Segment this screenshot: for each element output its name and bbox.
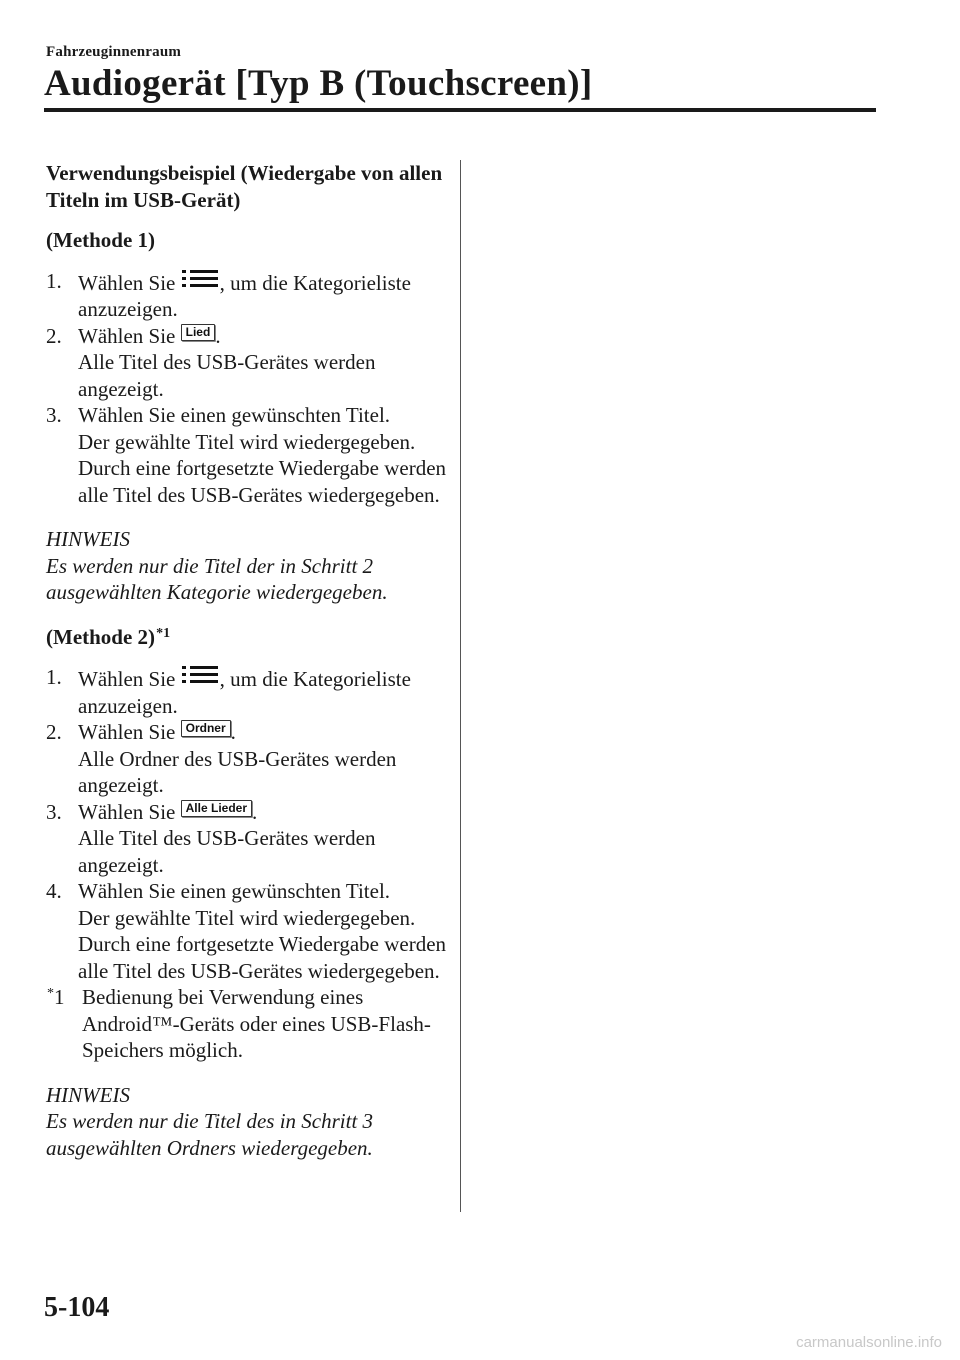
note-text: Es werden nur die Titel der in Schritt 2 ausgewählten Kategorie wiedergegeben. (46, 553, 388, 604)
step-number: 2. (46, 323, 62, 348)
page-title: Audiogerät [Typ B (Touchscreen)] (44, 63, 593, 104)
step-number: 1. (46, 665, 62, 689)
method1-step-1 (46, 268, 450, 323)
footnote-text: Bedienung bei Verwendung eines Android™-Geräts oder eines USB-Flash-Speichers möglich. (82, 985, 431, 1062)
page-number: 5-104 (44, 1292, 110, 1323)
footnote-marker (46, 984, 82, 1064)
footnote (46, 984, 450, 1064)
step-text: Wählen Sie (78, 667, 181, 691)
usage-example-heading: Verwendungsbeispiel (Wiedergabe von allen Titeln im USB-Gerät) (46, 161, 443, 212)
footnote-number: 1 (54, 985, 65, 1009)
method2-title (46, 624, 450, 651)
step-number: 3. (46, 799, 62, 824)
method1-title: (Methode 1) (46, 228, 156, 252)
list-icon[interactable] (182, 268, 218, 288)
step-number: 1. (46, 268, 62, 293)
step-text: , um die Kategorieliste anzuzeigen. (78, 667, 411, 718)
list-icon[interactable] (182, 664, 218, 684)
step-text: Wählen Sie einen gewünschten Titel. (78, 879, 391, 903)
method2-step-2 (46, 719, 450, 799)
step-text: Wählen Sie (78, 799, 181, 824)
alle-lieder-button[interactable]: Alle Lieder (181, 800, 252, 817)
step-text: . (230, 720, 236, 744)
step-text: Wählen Sie (78, 323, 181, 348)
note-title: HINWEIS (46, 1082, 130, 1107)
note-text: Es werden nur die Titel des in Schritt 3 ausgewählten Ordners wiedergegeben. (46, 1109, 374, 1160)
lied-button[interactable]: Lied (181, 324, 216, 341)
step-text: Wählen Sie einen gewünschten Titel. (78, 403, 391, 427)
step-detail: Alle Ordner des USB-Gerätes werden angezeigt. (78, 746, 397, 797)
step-detail: Alle Titel des USB-Gerätes werden angezeigt. (78, 826, 376, 877)
method2-step-3 (46, 799, 450, 879)
title-rule (44, 108, 876, 112)
footnote-ref: *1 (156, 625, 171, 641)
step-text: . (252, 799, 258, 824)
method1-step-3 (46, 402, 450, 508)
note-title: HINWEIS (46, 527, 130, 551)
method2-title-text: (Methode 2) (46, 624, 156, 649)
footnote-asterisk: * (47, 986, 54, 1001)
step-number: 4. (46, 879, 62, 903)
section-label: Fahrzeuginnenraum (46, 44, 182, 60)
step-number: 2. (46, 720, 62, 744)
step-detail: Der gewählte Titel wird wiedergegeben. Durch eine fortgesetzte Wiedergabe werden alle Titel des USB-Gerätes wiedergegeben. (78, 429, 447, 507)
method2-step-4 (46, 878, 450, 984)
step-detail: Alle Titel des USB-Gerätes werden angezeigt. (78, 350, 376, 401)
step-text: . (215, 323, 221, 348)
step-text: Wählen Sie (78, 720, 181, 744)
column-divider (460, 160, 461, 1212)
ordner-button[interactable]: Ordner (181, 720, 231, 737)
step-number: 3. (46, 403, 62, 427)
method2-step-1 (46, 664, 450, 719)
main-column (46, 160, 450, 1161)
watermark: carmanualsonline.info (796, 1334, 942, 1351)
step-detail: Der gewählte Titel wird wiedergegeben. Durch eine fortgesetzte Wiedergabe werden alle Titel des USB-Gerätes wiedergegeben. (78, 905, 447, 983)
step-text: , um die Kategorieliste anzuzeigen. (78, 270, 411, 321)
step-text: Wählen Sie (78, 270, 181, 295)
method1-step-2 (46, 323, 450, 403)
